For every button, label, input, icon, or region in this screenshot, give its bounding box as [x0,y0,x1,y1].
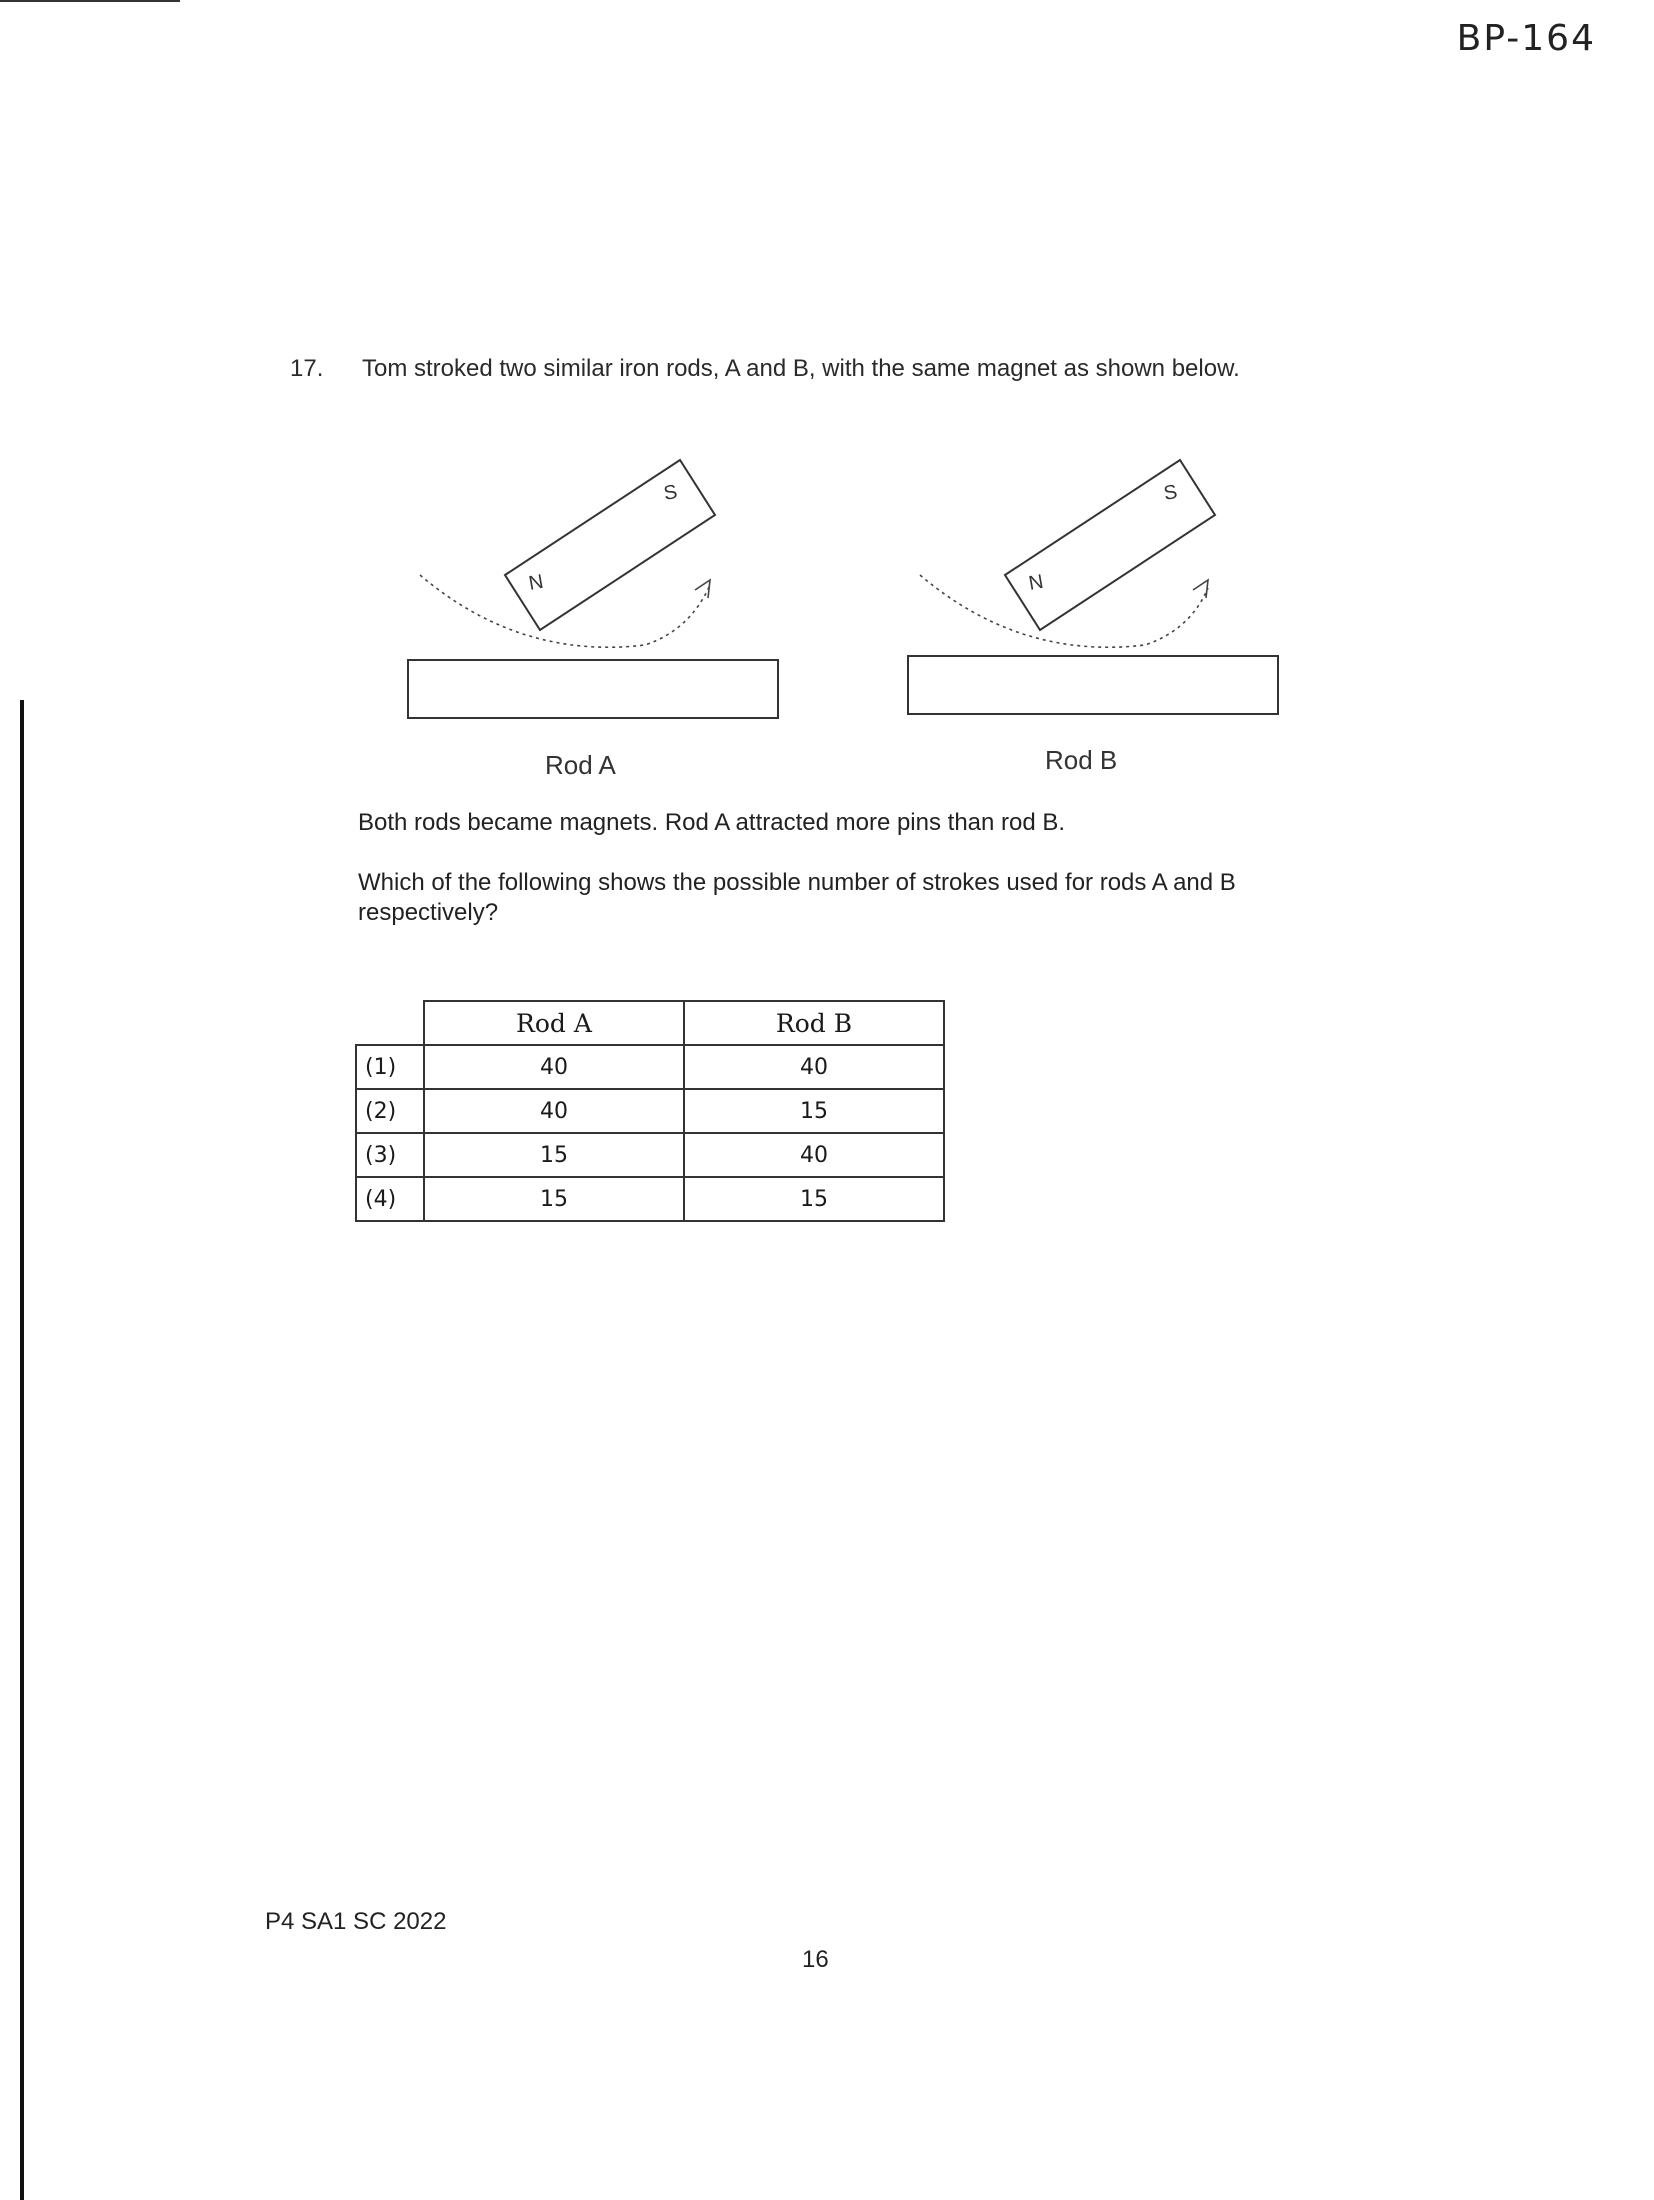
option-label: (2) [356,1089,424,1133]
rod-a [408,660,778,718]
page-number: 16 [802,1946,829,1973]
rod-a-label: Rod A [545,750,616,780]
rod-b-label: Rod B [1045,745,1118,775]
question-text: Tom stroked two similar iron rods, A and B, with the same magnet as shown below. [362,355,1240,382]
page-code: BP-164 [1456,18,1596,59]
exam-footer: P4 SA1 SC 2022 [265,1908,447,1935]
rod-a-strokes: 40 [424,1089,684,1133]
rod-a-strokes: 15 [424,1177,684,1221]
rod-b-strokes: 15 [684,1177,944,1221]
rod-b-strokes: 40 [684,1133,944,1177]
magnet-b-south-label: S [1162,480,1180,505]
question-prompt: Which of the following shows the possible number of strokes used for rods A and B respectively? [358,869,1236,926]
rod-b [908,656,1278,714]
rod-b-strokes: 15 [684,1089,944,1133]
magnet-b [1005,460,1215,630]
table-header-row [356,1001,944,1045]
stroking-diagram [390,440,1340,780]
table-corner [356,1001,424,1045]
option-label: (4) [356,1177,424,1221]
rod-a-strokes: 40 [424,1045,684,1089]
magnet-a-north-label: N [527,570,546,595]
table-row[interactable] [356,1177,944,1221]
table-row[interactable] [356,1089,944,1133]
stroke-path-a [420,575,710,647]
option-label: (3) [356,1133,424,1177]
stroke-arrow-b [1193,580,1208,598]
magnet-b-north-label: N [1027,570,1046,595]
option-label: (1) [356,1045,424,1089]
column-header-rod-b: Rod B [684,1001,944,1045]
stroke-path-b [920,575,1208,647]
magnet-a [505,460,715,630]
rod-b-strokes: 40 [684,1045,944,1089]
table-row[interactable] [356,1045,944,1089]
magnet-a-south-label: S [662,480,680,505]
scan-edge-line [0,0,180,2]
question-number: 17. [290,355,324,382]
scan-edge-line [20,700,24,2200]
rod-a-strokes: 15 [424,1133,684,1177]
magnet-diagram [390,440,1340,780]
column-header-rod-a: Rod A [424,1001,684,1045]
table-row[interactable] [356,1133,944,1177]
options-table [355,1000,945,1222]
observation-text: Both rods became magnets. Rod A attracted more pins than rod B. [358,809,1066,836]
